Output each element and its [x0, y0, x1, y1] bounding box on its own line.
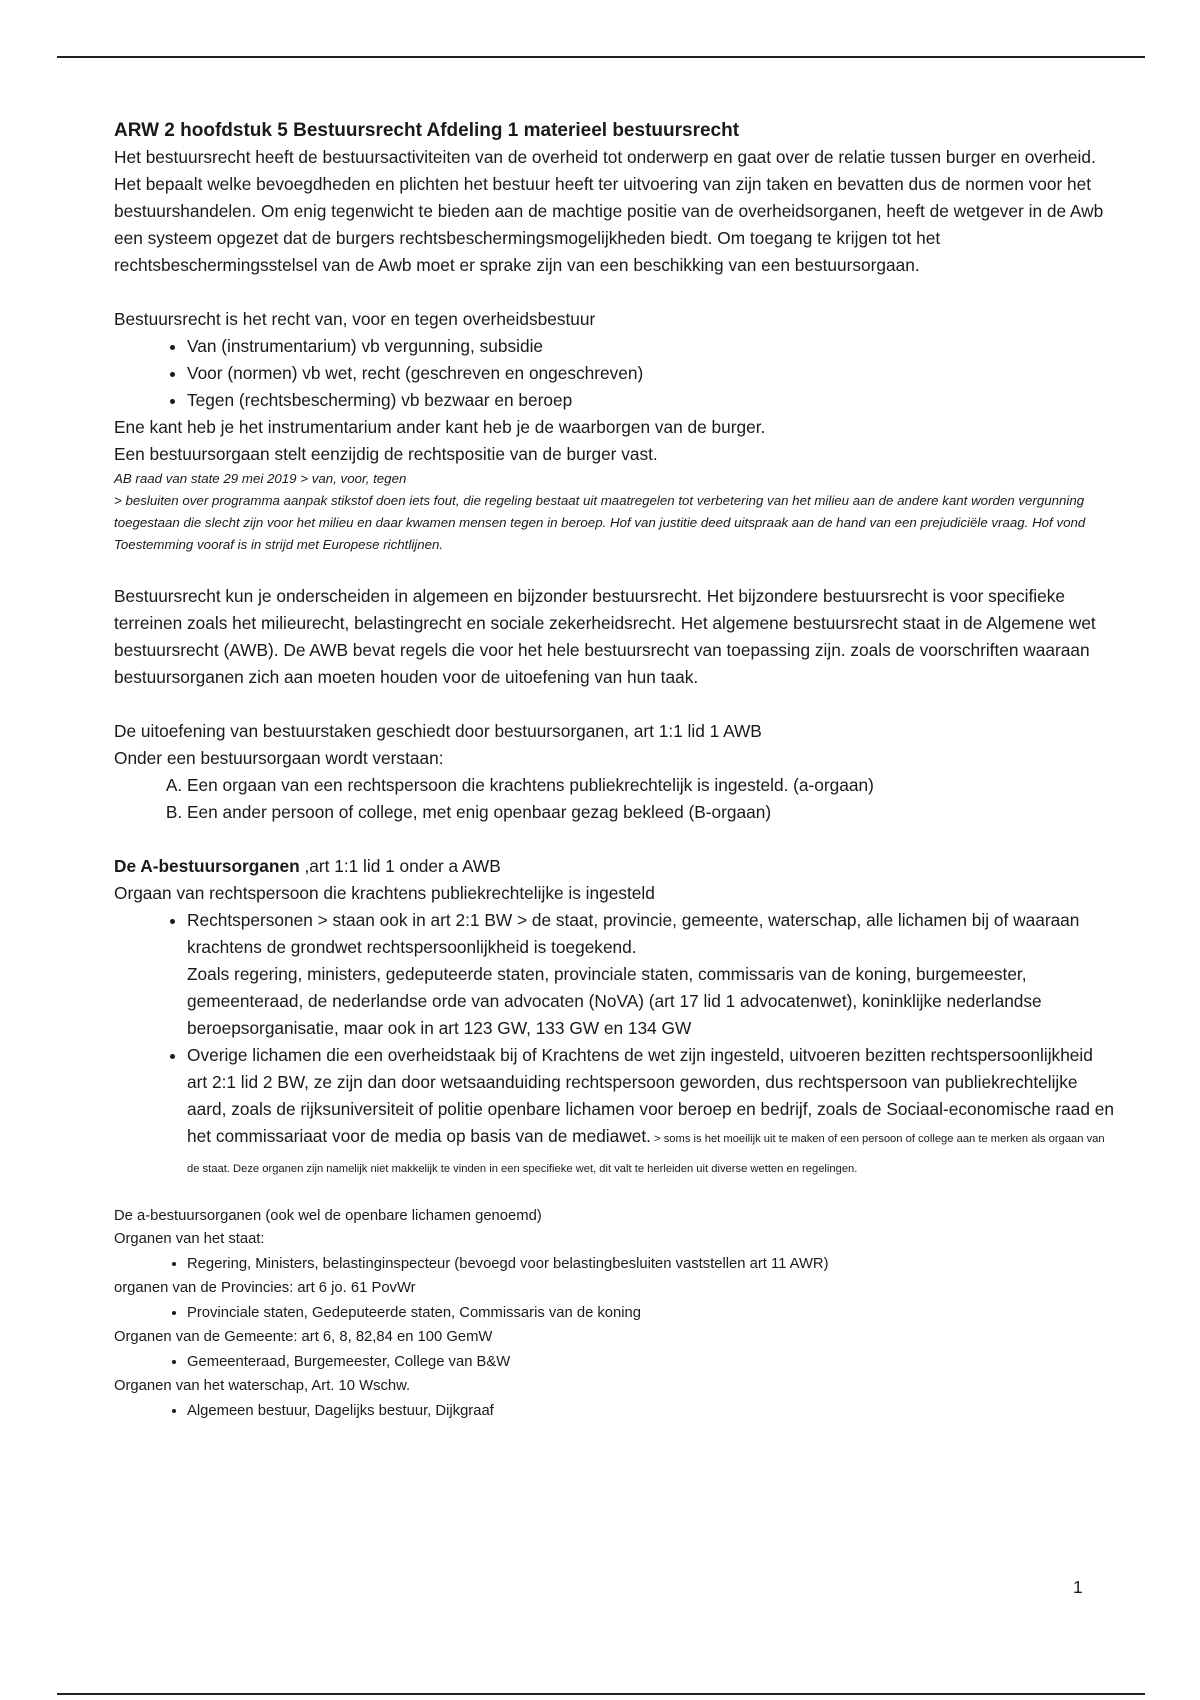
page-number: 1: [1073, 1577, 1083, 1597]
section1-line1: Ene kant heb je het instrumentarium ander kant heb je de waarborgen van de burger.: [114, 417, 766, 437]
case-note-title: AB raad van state 29 mei 2019 > van, voor, tegen: [114, 471, 407, 486]
group-label: organen van de Provincies: art 6 jo. 61 PovWr: [114, 1280, 416, 1296]
bullet2-text: Overige lichamen die een overheidstaak bij of Krachtens de wet zijn ingesteld, uitvoeren bezitten rechtspersoonlijkheid art 2:1 lid 2 BW, ze zijn dan door wetsaanduiding rechtspersoon geworden, dus rechtspersoon van publiekrechtelijke aard, zoals de rijksuniversiteit of politie openbare lichamen voor beroep en bedrijf, zoals de Sociaal-economische raad en het commissariaat voor de media op basis van de mediawet.: [187, 1045, 1114, 1146]
list-item: • Algemeen bestuur, Dagelijks bestuur, Dijkgraaf: [187, 1398, 1114, 1424]
list-item: • Provinciale staten, Gedeputeerde staten, Commissaris van de koning: [187, 1300, 1114, 1326]
bullet1-continued: Zoals regering, ministers, gedeputeerde staten, provinciale staten, commissaris van de koning, burgemeester, gemeenteraad, de nederlandse orde van advocaten (NoVA) (art 17 lid 1 advocatenwet), koninklijke nederlandse beroepsorganisatie, maar ook in art 123 GW, 133 GW en 134 GW: [187, 964, 1042, 1038]
list-item: • Voor (normen) vb wet, recht (geschreven en ongeschreven): [187, 360, 1114, 387]
group-list: [114, 1398, 1114, 1424]
page-title: ARW 2 hoofdstuk 5 Bestuursrecht Afdeling 1 materieel bestuursrecht: [114, 120, 740, 141]
section3-line2: Onder een bestuursorgaan wordt verstaan:: [114, 748, 444, 768]
list-item: • Regering, Ministers, belastinginspecteur (bevoegd voor belastingbesluiten vaststellen art 11 AWR): [187, 1251, 1114, 1277]
group-label: Organen van het waterschap, Art. 10 Wschw.: [114, 1378, 411, 1394]
section4-heading-bold: De A-bestuursorganen: [114, 856, 300, 876]
list-item: B. Een ander persoon of college, met enig openbaar gezag bekleed (B-orgaan): [187, 799, 1114, 826]
bullet1-text: Rechtspersonen > staan ook in art 2:1 BW > de staat, provincie, gemeente, waterschap, alle lichamen bij of waaraan krachtens de grondwet rechtspersoonlijkheid is toegekend.: [187, 910, 1080, 957]
intro-paragraph: Het bestuursrecht heeft de bestuursactiviteiten van de overheid tot onderwerp en gaat over de relatie tussen burger en overheid. Het bepaalt welke bevoegdheden en plichten het bestuur heeft ter uitvoering van zijn taken en bevatten dus de normen voor het bestuurshandelen. Om enig tegenwicht te bieden aan de machtige positie van de overheidsorganen, heeft de wetgever in de Awb een systeem opgezet dat de burgers rechtsbeschermingsmogelijkheden biedt. Om toegang te krijgen tot het rechtsbeschermingsstelsel van de Awb moet er sprake zijn van een beschikking van een bestuursorgaan.: [114, 147, 1104, 275]
list-item: A. Een orgaan van een rechtspersoon die krachtens publiekrechtelijk is ingesteld. (a-orgaan): [187, 772, 1114, 799]
list-item: [187, 1042, 1114, 1183]
section1-list: [114, 333, 1114, 414]
section1-lead: Bestuursrecht is het recht van, voor en tegen overheidsbestuur: [114, 309, 596, 329]
section1-line2: Een bestuursorgaan stelt eenzijdig de rechtspositie van de burger vast.: [114, 444, 658, 464]
document-body: [114, 117, 1114, 1424]
section4-lead: Orgaan van rechtspersoon die krachtens publiekrechtelijke is ingesteld: [114, 883, 655, 903]
group-list: [114, 1349, 1114, 1375]
list-item: • Van (instrumentarium) vb vergunning, subsidie: [187, 333, 1114, 360]
case-note-body: > besluiten over programma aanpak stikstof doen iets fout, die regeling bestaat uit maatregelen tot verbetering van het milieu aan de andere kant worden vergunning toegestaan die slecht zijn voor het milieu en daar kwamen mensen tegen in beroep. Hof van justitie deed uitspraak aan de hand van een prejudiciële vraag. Hof vond Toestemming vooraf is in strijd met Europese richtlijnen.: [114, 493, 1086, 552]
group-list: [114, 1251, 1114, 1277]
list-item: • Gemeenteraad, Burgemeester, College van B&W: [187, 1349, 1114, 1375]
section4-list: [114, 907, 1114, 1183]
group-label: Organen van het staat:: [114, 1231, 265, 1247]
section2-paragraph: Bestuursrecht kun je onderscheiden in algemeen en bijzonder bestuursrecht. Het bijzondere bestuursrecht is voor specifieke terreinen zoals het milieurecht, belastingrecht en sociale zekerheidsrecht. Het algemene bestuursrecht staat in de Algemene wet bestuursrecht (AWB). De AWB bevat regels die voor het hele bestuursrecht van toepassing zijn. zoals de voorschriften waaraan bestuursorganen zich aan moeten houden voor de uitoefening van hun taak.: [114, 586, 1096, 687]
footer-rule: [57, 1693, 1145, 1695]
section4-heading: [114, 853, 1114, 880]
section4-heading-rest: ,art 1:1 lid 1 onder a AWB: [299, 856, 501, 876]
list-item: [187, 907, 1114, 1042]
header-rule: [57, 56, 1145, 58]
group-list: [114, 1300, 1114, 1326]
section3-list: [114, 772, 1114, 826]
section3-line1: De uitoefening van bestuurstaken geschiedt door bestuursorganen, art 1:1 lid 1 AWB: [114, 721, 762, 741]
group-label: Organen van de Gemeente: art 6, 8, 82,84 en 100 GemW: [114, 1329, 493, 1345]
list-item: • Tegen (rechtsbescherming) vb bezwaar en beroep: [187, 387, 1114, 414]
bullet2-note: > soms is het moeilijk uit te maken of een persoon of college aan te merken als orgaan van de staat. Deze organen zijn namelijk niet makkelijk te vinden in een specifieke wet, dit valt te herleiden uit diverse wetten en regelingen.: [187, 1133, 1105, 1175]
section5-lead: De a-bestuursorganen (ook wel de openbare lichamen genoemd): [114, 1208, 542, 1224]
